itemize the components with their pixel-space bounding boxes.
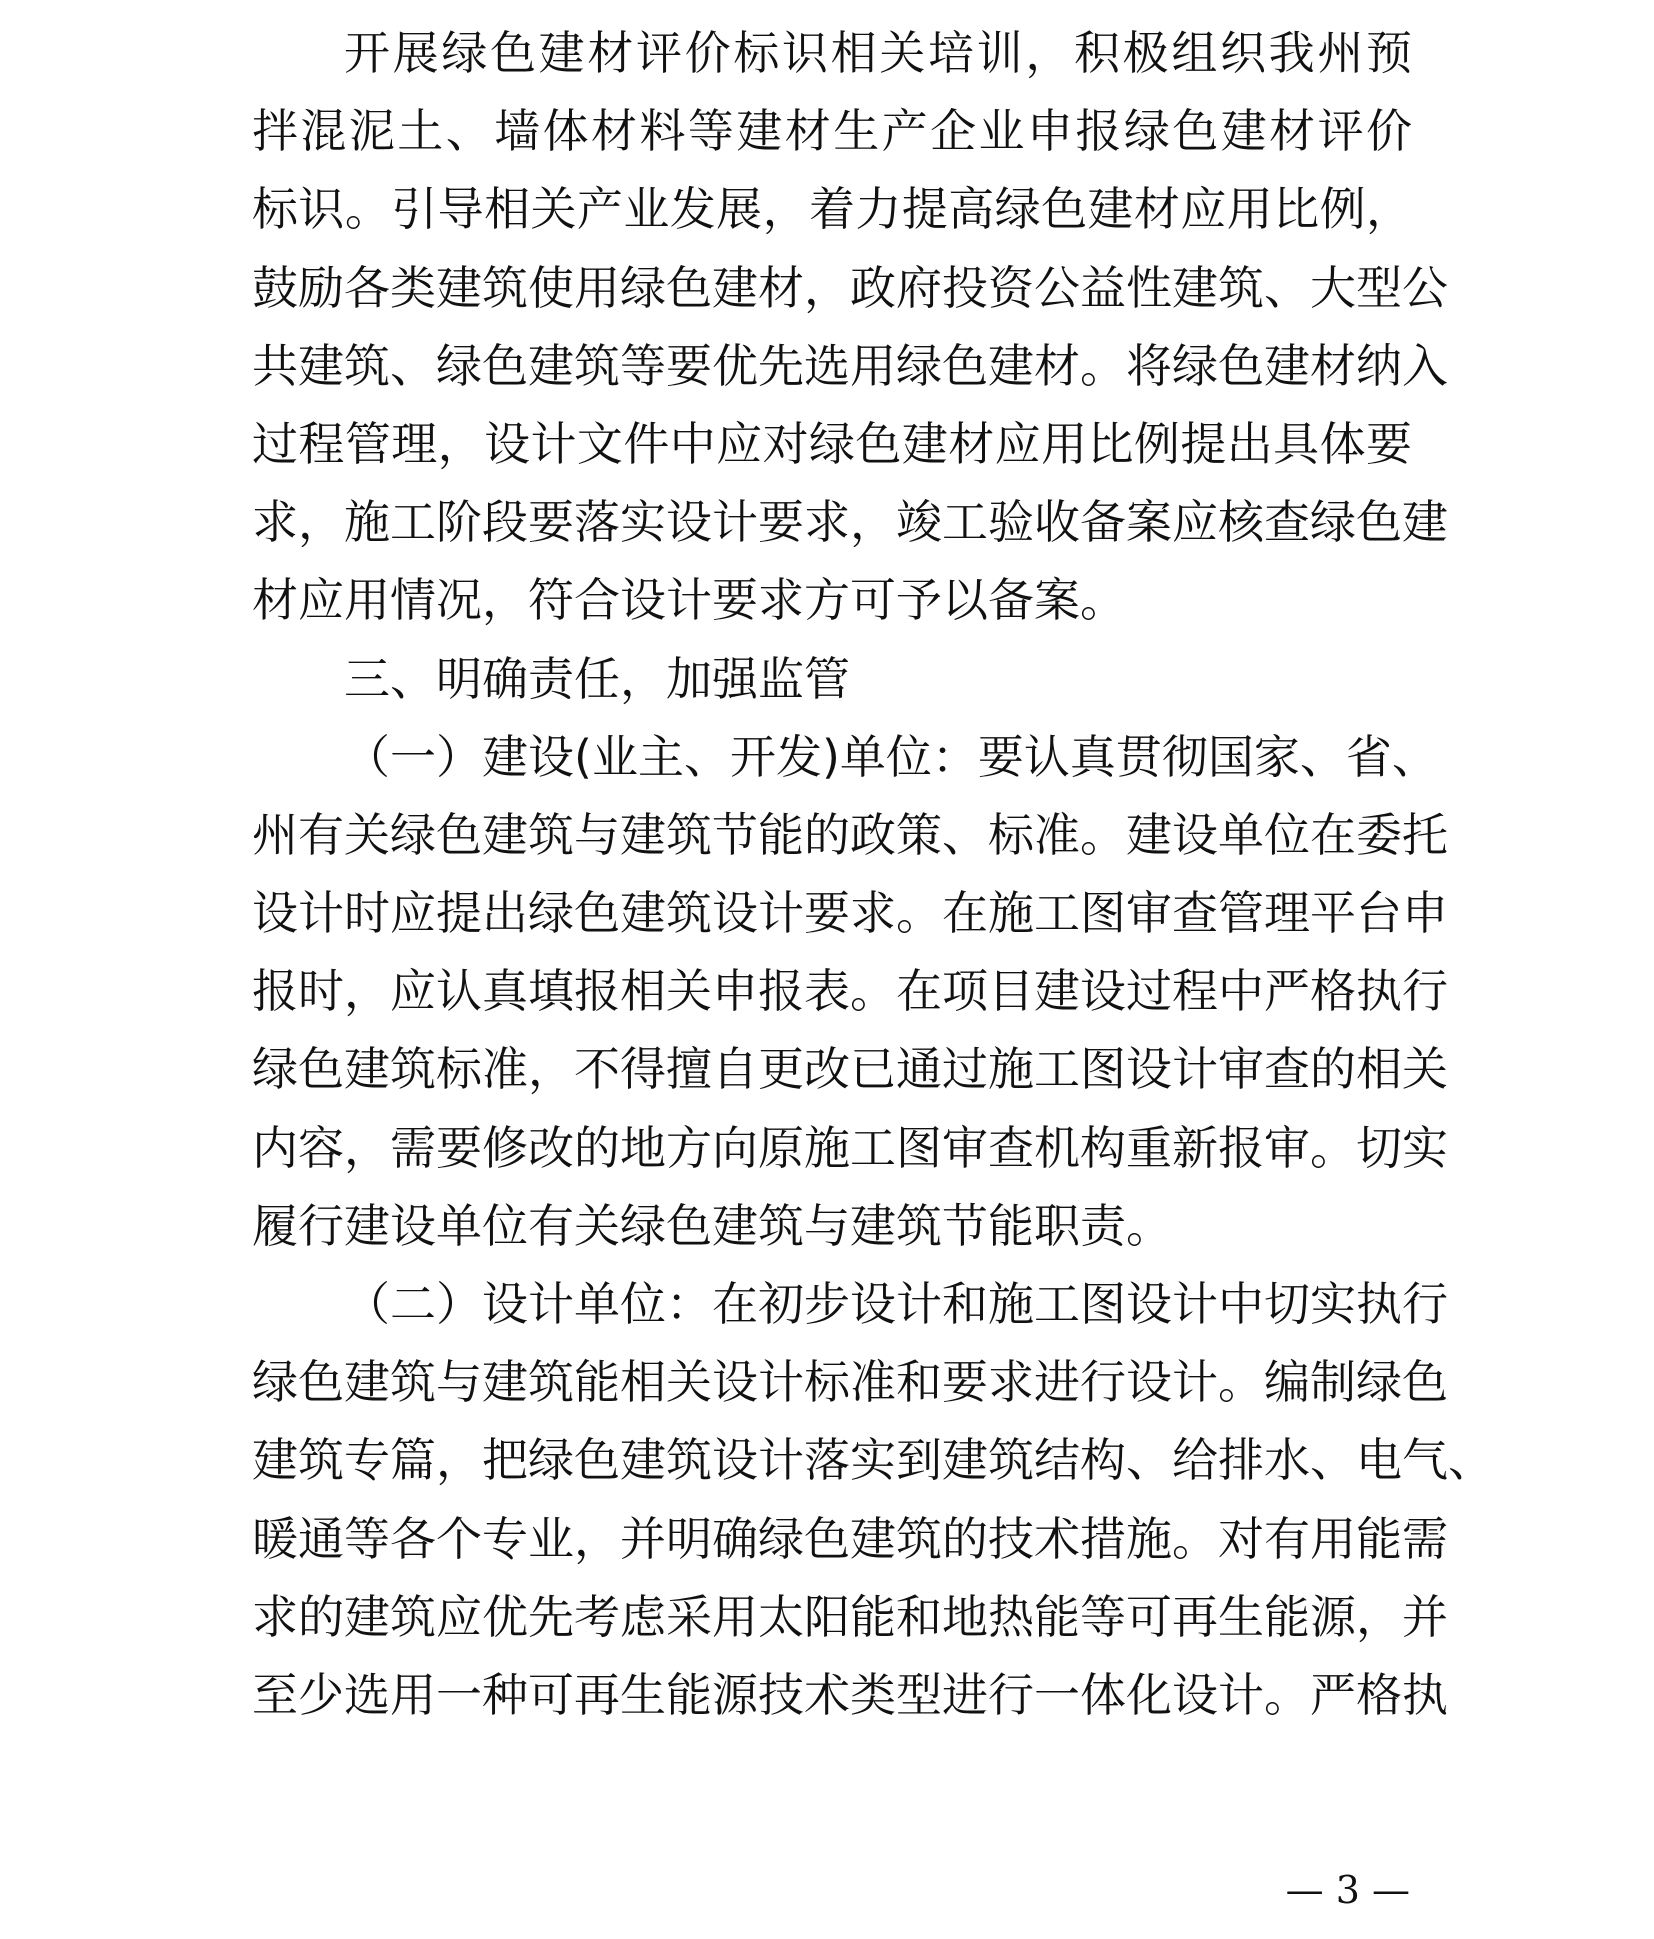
paragraph-line: （一）建设(业主、开发)单位：要认真贯彻国家、省、 bbox=[344, 729, 1438, 784]
paragraph-line: 履行建设单位有关绿色建筑与建筑节能职责。 bbox=[252, 1198, 1172, 1253]
paragraph-line: 求，施工阶段要落实设计要求，竣工验收备案应核查绿色建 bbox=[252, 495, 1448, 550]
paragraph-line: 绿色建筑与建筑能相关设计标准和要求进行设计。编制绿色 bbox=[252, 1355, 1448, 1410]
paragraph-line: （二）设计单位：在初步设计和施工图设计中切实执行 bbox=[344, 1277, 1448, 1331]
section-heading: 三、明确责任，加强监管 bbox=[344, 651, 850, 706]
page-number: — 3 — bbox=[1285, 1868, 1410, 1912]
paragraph-line: 暖通等各个专业，并明确绿色建筑的技术措施。对有用能需 bbox=[252, 1511, 1448, 1566]
paragraph-line: 材应用情况，符合设计要求方可予以备案。 bbox=[252, 573, 1126, 628]
paragraph-line: 开展绿色建材评价标识相关培训，积极组织我州预 bbox=[344, 26, 1412, 80]
paragraph-line: 设计时应提出绿色建筑设计要求。在施工图审查管理平台申 bbox=[252, 886, 1448, 941]
paragraph-line: 报时，应认真填报相关申报表。在项目建设过程中严格执行 bbox=[252, 964, 1448, 1019]
paragraph-line: 共建筑、绿色建筑等要优先选用绿色建材。将绿色建材纳入 bbox=[252, 338, 1448, 393]
paragraph-line: 过程管理，设计文件中应对绿色建材应用比例提出具体要 bbox=[252, 416, 1412, 471]
document-body bbox=[252, 14, 1494, 1734]
paragraph-line: 建筑专篇，把绿色建筑设计落实到建筑结构、给排水、电气、 bbox=[252, 1433, 1494, 1488]
paragraph-line: 标识。引导相关产业发展，着力提高绿色建材应用比例， bbox=[252, 182, 1412, 237]
paragraph-line: 州有关绿色建筑与建筑节能的政策、标准。建设单位在委托 bbox=[252, 807, 1448, 862]
paragraph-line: 鼓励各类建筑使用绿色建材，政府投资公益性建筑、大型公 bbox=[252, 260, 1448, 315]
paragraph-line: 拌混泥土、墙体材料等建材生产企业申报绿色建材评价 bbox=[252, 104, 1412, 159]
paragraph-line: 求的建筑应优先考虑采用太阳能和地热能等可再生能源，并 bbox=[252, 1589, 1448, 1644]
paragraph-line: 至少选用一种可再生能源技术类型进行一体化设计。严格执 bbox=[252, 1667, 1448, 1722]
paragraph-line: 内容，需要修改的地方向原施工图审查机构重新报审。切实 bbox=[252, 1120, 1448, 1175]
paragraph-line: 绿色建筑标准，不得擅自更改已通过施工图设计审查的相关 bbox=[252, 1042, 1448, 1097]
